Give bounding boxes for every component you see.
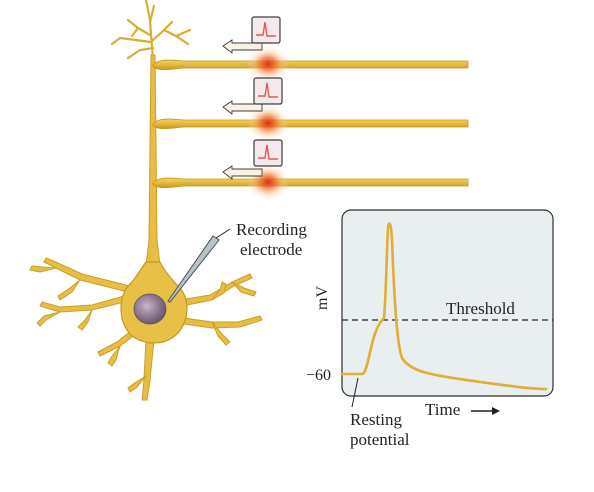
apical-dendrite [146, 55, 160, 265]
glow-top [246, 46, 290, 82]
threshold-label: Threshold [446, 299, 515, 318]
axon-middle [152, 119, 468, 129]
electrode-shaft [168, 236, 219, 302]
electrode-leader-line [216, 229, 230, 238]
input-axons [152, 60, 468, 188]
axon-top [152, 60, 468, 70]
axon-bottom [152, 178, 468, 188]
y-axis-label: mV [314, 286, 331, 310]
apical-dendrite-tuft [112, 0, 190, 60]
resting-potential-label-line2: potential [350, 430, 410, 449]
right-arrow-head [492, 407, 500, 415]
resting-value-label: −60 [306, 367, 332, 384]
nucleus [134, 294, 166, 324]
axon-action-potentials [246, 46, 290, 200]
time-axis-label: Time [425, 400, 461, 419]
epsp-markers [223, 17, 282, 179]
recording-electrode-label-line2: electrode [240, 240, 303, 259]
recording-electrode-label-line1: Recording [236, 220, 307, 239]
resting-potential-label-line1: Resting [350, 410, 402, 429]
